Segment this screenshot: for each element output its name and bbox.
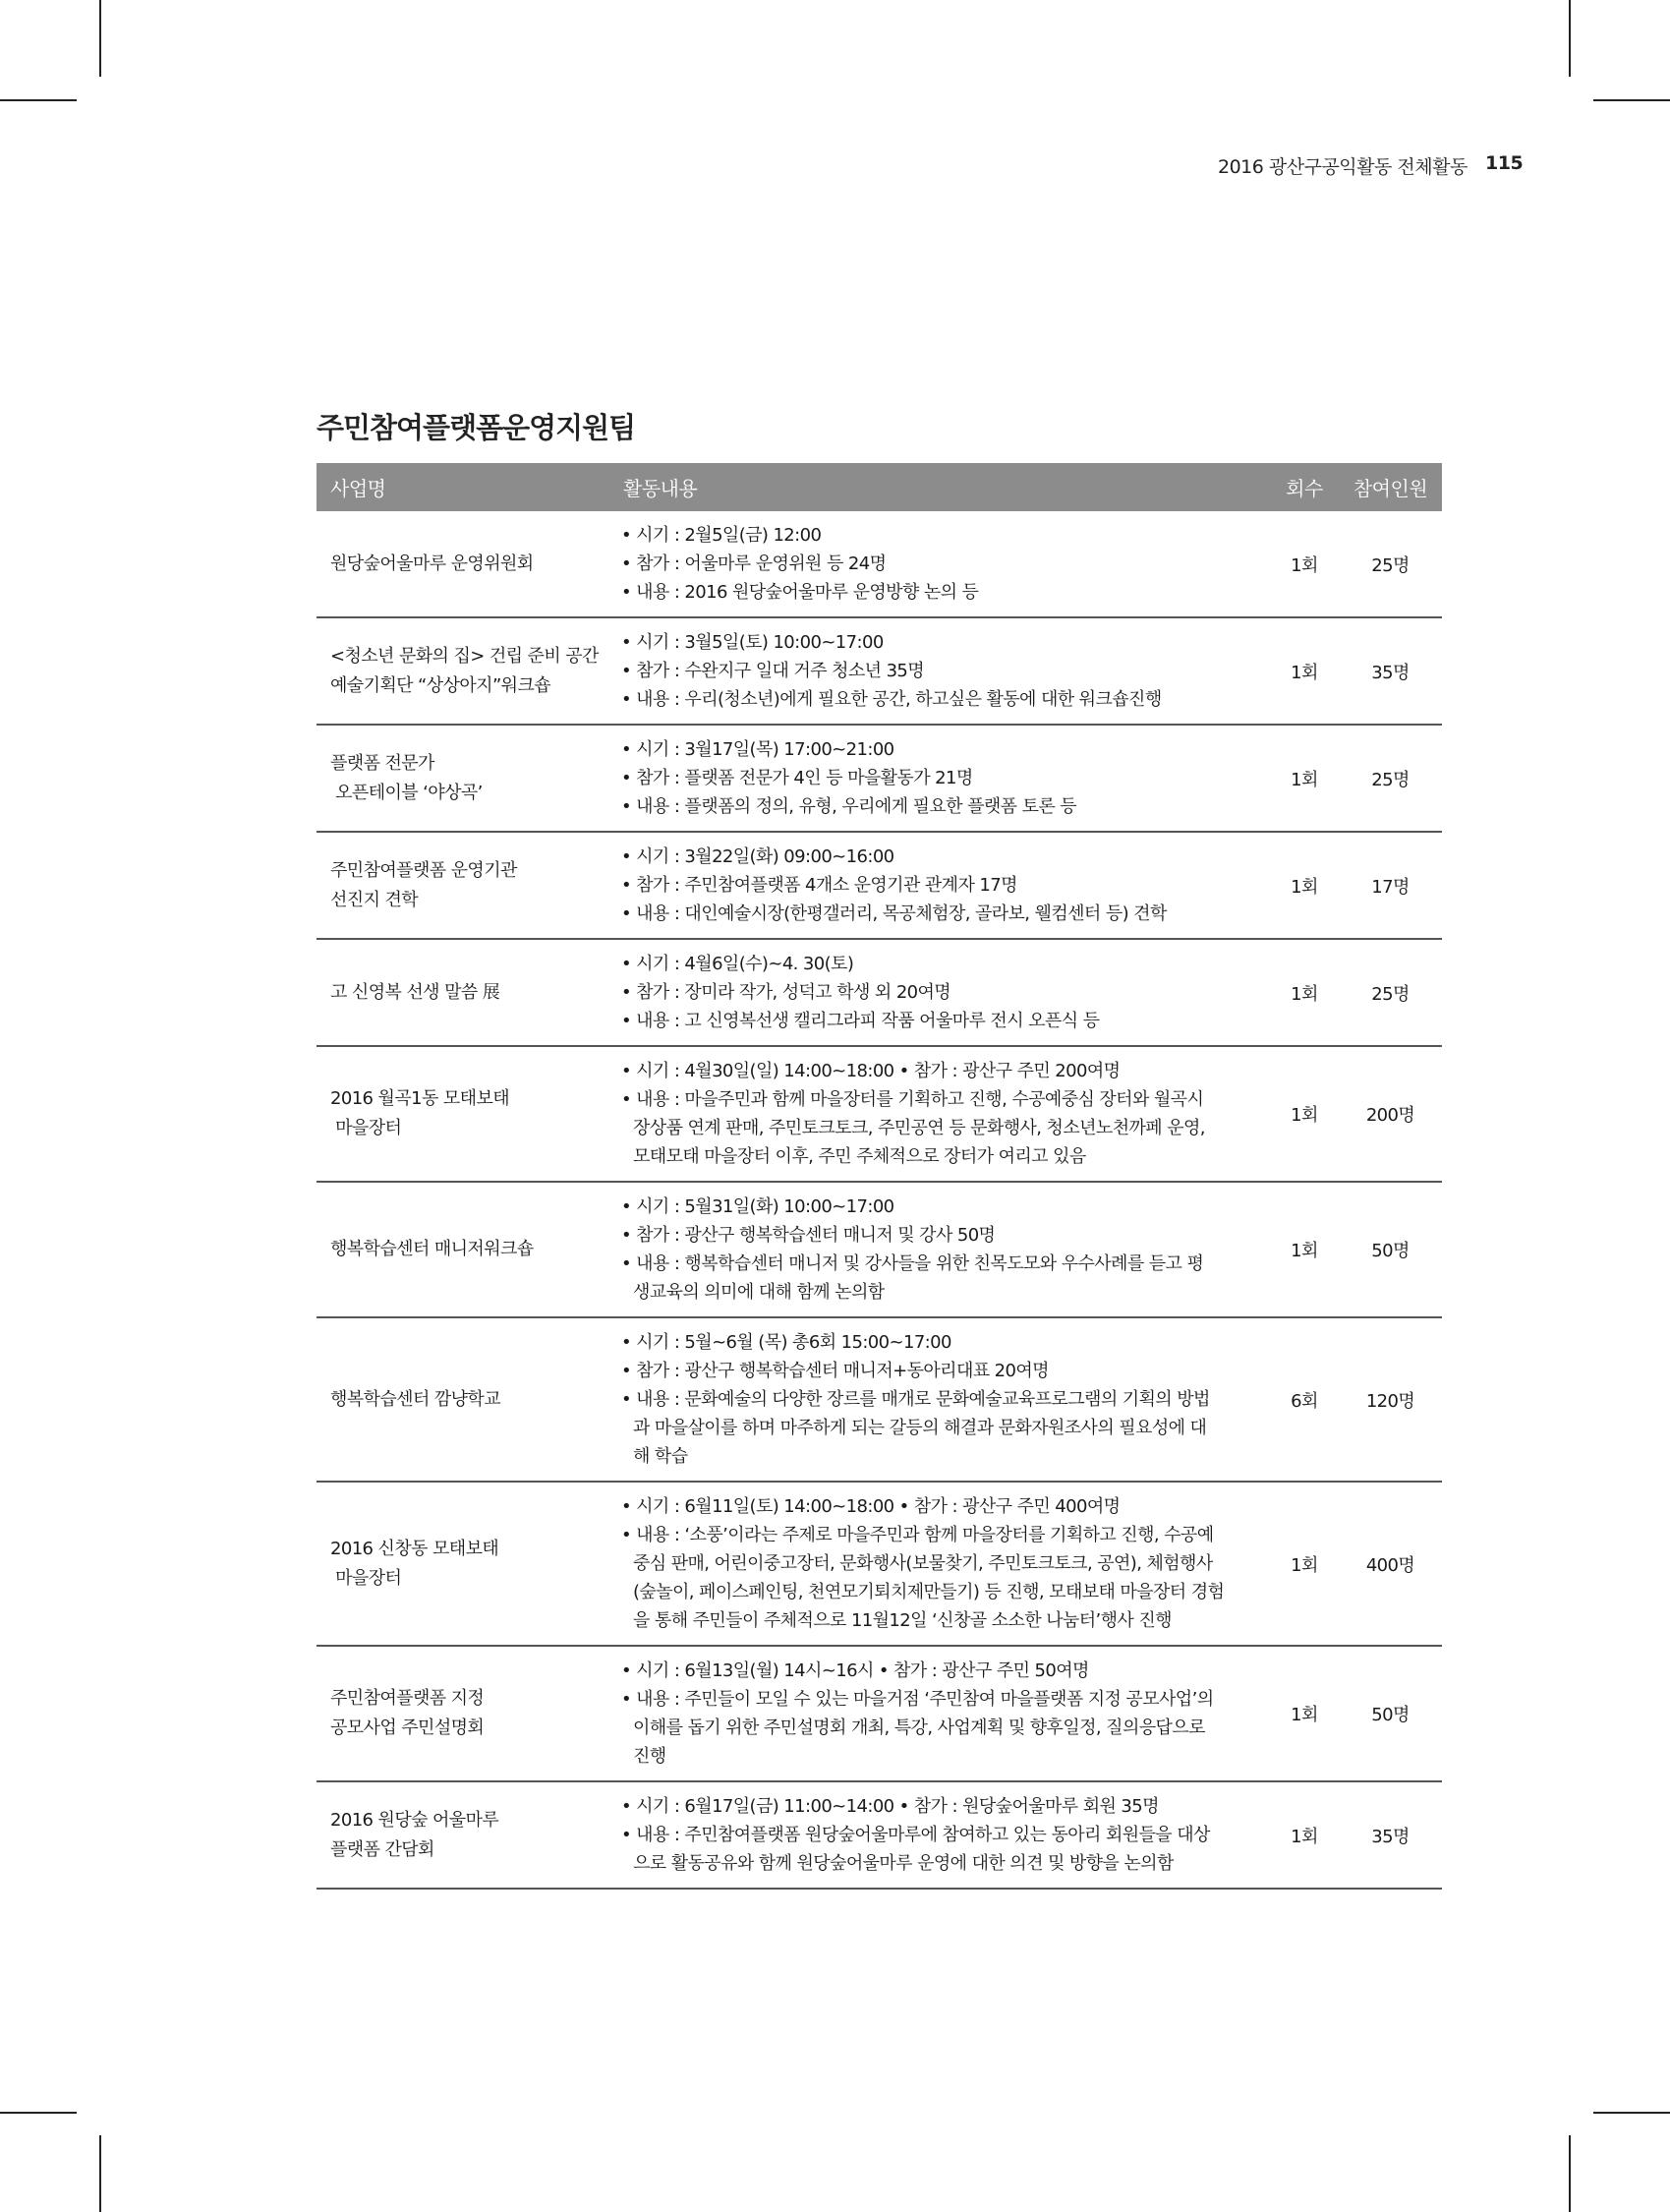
activity-content-cell [621,1482,1270,1646]
participants-cell: 35명 [1339,617,1442,725]
participants-cell: 35명 [1339,1781,1442,1889]
session-count-cell: 1회 [1270,832,1339,939]
participants-cell: 25명 [1339,725,1442,832]
activity-line: • 참가 : 광산구 행복학습센터 매니저 및 강사 50명 [621,1225,996,1246]
session-count-cell: 1회 [1270,1046,1339,1182]
crop-mark [1569,2135,1571,2212]
participants-cell: 17명 [1339,832,1442,939]
column-header: 사업명 [317,463,621,511]
session-count-cell: 1회 [1270,939,1339,1046]
activity-content-cell [621,1317,1270,1482]
table-row [317,1781,1442,1889]
activity-line: • 내용 : 주민참여플랫폼 원당숲어울마루에 참여하고 있는 동아리 회원들을 대상 [621,1825,1210,1845]
table-row [317,1317,1442,1482]
project-name-line: 선진지 견학 [330,889,419,910]
activity-line: • 참가 : 플랫폼 전문가 4인 등 마을활동가 21명 [621,768,973,788]
participants-cell: 120명 [1339,1317,1442,1482]
project-name-line: 2016 신창동 모태보태 [330,1538,499,1559]
project-name-line: 2016 원당숲 어울마루 [330,1809,499,1831]
running-title: 2016 광산구공익활동 전체활동 [1218,156,1468,178]
session-count-cell: 1회 [1270,617,1339,725]
activity-line: • 내용 : 문화예술의 다양한 장르를 매개로 문화예술교육프로그램의 기획의 방법 [621,1389,1210,1410]
activity-line: • 시기 : 6월17일(금) 11:00~14:00 • 참가 : 원당숲어울마루 회원 35명 [621,1796,1159,1817]
section-title: 주민참여플랫폼운영지원팀 [317,411,636,444]
activity-line: • 시기 : 2월5일(금) 12:00 [621,525,822,546]
session-count-cell: 6회 [1270,1317,1339,1482]
session-count-cell: 1회 [1270,1781,1339,1889]
table-row [317,939,1442,1046]
activity-line: • 내용 : 플랫폼의 정의, 유형, 우리에게 필요한 플랫폼 토론 등 [621,796,1077,817]
project-name-line: 플랫폼 전문가 [330,752,434,774]
activity-line: • 내용 : 마을주민과 함께 마을장터를 기획하고 진행, 수공예중심 장터와 월곡시 [621,1089,1204,1110]
table-row [317,1646,1442,1781]
activity-line: • 참가 : 수완지구 일대 거주 청소년 35명 [621,661,925,681]
activity-line: • 내용 : ‘소풍’이라는 주제로 마을주민과 함께 마을장터를 기획하고 진행, 수공예 [621,1525,1214,1545]
activity-content-cell [621,939,1270,1046]
crop-mark [99,2135,101,2212]
project-name-line: 공모사업 주민설명회 [330,1717,485,1738]
activity-line: • 내용 : 행복학습센터 매니저 및 강사들을 위한 친목도모와 우수사례를 듣고 평 [621,1253,1204,1274]
table-row [317,1182,1442,1317]
table-row [317,511,1442,617]
project-name-cell [317,1646,621,1781]
table-body [317,511,1442,1889]
session-count-cell: 1회 [1270,511,1339,617]
participants-cell: 200명 [1339,1046,1442,1182]
activity-line: • 내용 : 2016 원당숲어울마루 운영방향 논의 등 [621,582,979,603]
activity-line: • 내용 : 대인예술시장(한평갤러리, 목공체험장, 골라보, 웰컴센터 등) 견학 [621,903,1167,924]
activity-line: • 시기 : 6월11일(토) 14:00~18:00 • 참가 : 광산구 주민 400여명 [621,1496,1121,1517]
table-row [317,832,1442,939]
activity-line: • 내용 : 고 신영복선생 캘리그라피 작품 어울마루 전시 오픈식 등 [621,1011,1100,1031]
activity-line: • 시기 : 3월17일(목) 17:00~21:00 [621,739,894,760]
project-name-line: <청소년 문화의 집> 건립 준비 공간 [330,645,599,667]
participants-cell: 25명 [1339,511,1442,617]
activity-table [317,463,1442,1890]
project-name-line: 오픈테이블 ‘야상곡’ [330,782,483,803]
project-name-line: 2016 월곡1동 모태보태 [330,1088,510,1109]
project-name-line: 마을장터 [330,1567,402,1589]
activity-line: • 시기 : 3월5일(토) 10:00~17:00 [621,632,884,653]
table-row [317,1482,1442,1646]
activity-line: • 참가 : 장미라 작가, 성덕고 학생 외 20여명 [621,982,951,1003]
activity-line: 생교육의 의미에 대해 함께 논의함 [633,1282,885,1303]
project-name-line: 원당숲어울마루 운영위원회 [330,553,534,574]
activity-line: • 시기 : 6월13일(월) 14시~16시 • 참가 : 광산구 주민 50여명 [621,1660,1089,1681]
activity-content-cell [621,1781,1270,1889]
project-name-cell [317,617,621,725]
project-name-cell [317,511,621,617]
project-name-cell [317,939,621,1046]
project-name-cell [317,1182,621,1317]
project-name-cell [317,1317,621,1482]
crop-mark [1593,99,1670,101]
project-name-line: 행복학습센터 깜냥학교 [330,1388,501,1410]
project-name-line: 주민참여플랫폼 운영기관 [330,859,517,881]
activity-line: 과 마을살이를 하며 마주하게 되는 갈등의 해결과 문화자원조사의 필요성에 대 [633,1418,1207,1438]
column-header: 참여인원 [1339,463,1442,511]
table-row [317,725,1442,832]
activity-line: (숲놀이, 페이스페인팅, 천연모기퇴치제만들기) 등 진행, 모태보태 마을장터 경험 [633,1582,1225,1602]
column-header: 회수 [1270,463,1339,511]
project-name-cell [317,1781,621,1889]
table-row [317,617,1442,725]
activity-line: • 내용 : 우리(청소년)에게 필요한 공간, 하고싶은 활동에 대한 워크숍진행 [621,689,1162,710]
activity-content-cell [621,1182,1270,1317]
participants-cell: 400명 [1339,1482,1442,1646]
crop-mark [1593,2112,1670,2114]
activity-line: • 참가 : 광산구 행복학습센터 매니저+동아리대표 20여명 [621,1361,1049,1381]
session-count-cell: 1회 [1270,1646,1339,1781]
activity-line: 모태모태 마을장터 이후, 주민 주체적으로 장터가 여리고 있음 [633,1146,1086,1167]
project-name-line: 행복학습센터 매니저워크숍 [330,1239,534,1259]
column-header: 활동내용 [621,463,1270,511]
activity-line: • 시기 : 5월31일(화) 10:00~17:00 [621,1196,894,1217]
activity-content-cell [621,1646,1270,1781]
activity-content-cell [621,1046,1270,1182]
session-count-cell: 1회 [1270,1182,1339,1317]
session-count-cell: 1회 [1270,725,1339,832]
activity-line: • 시기 : 4월30일(일) 14:00~18:00 • 참가 : 광산구 주민 200여명 [621,1061,1121,1081]
activity-line: 해 학습 [633,1446,688,1467]
crop-mark [1569,0,1571,77]
project-name-line: 마을장터 [330,1118,402,1138]
crop-mark [99,0,101,77]
session-count-cell: 1회 [1270,1482,1339,1646]
activity-line: • 내용 : 주민들이 모일 수 있는 마을거점 ‘주민참여 마을플랫폼 지정 공모사업’의 [621,1689,1214,1710]
table-header-row [317,463,1442,511]
activity-content-cell [621,511,1270,617]
activity-content-cell [621,725,1270,832]
table-row [317,1046,1442,1182]
project-name-cell [317,1482,621,1646]
project-name-cell [317,832,621,939]
activity-line: • 시기 : 3월22일(화) 09:00~16:00 [621,846,894,867]
activity-line: 장상품 연계 판매, 주민토크토크, 주민공연 등 문화행사, 청소년노천까페 운영, [633,1118,1205,1138]
activity-line: • 시기 : 5월~6월 (목) 총6회 15:00~17:00 [621,1332,951,1353]
activity-line: 진행 [633,1746,666,1767]
activity-line: 을 통해 주민들이 주체적으로 11월12일 ‘신창골 소소한 나눔터’행사 진행 [633,1610,1172,1631]
activity-line: 중심 판매, 어린이중고장터, 문화행사(보물찾기, 주민토크토크, 공연), 체험행사 [633,1553,1213,1574]
activity-line: • 시기 : 4월6일(수)~4. 30(토) [621,954,854,974]
crop-mark [0,99,77,101]
project-name-cell [317,725,621,832]
project-name-line: 플랫폼 간담회 [330,1838,434,1860]
project-name-cell [317,1046,621,1182]
activity-line: • 참가 : 어울마루 운영위원 등 24명 [621,553,887,574]
project-name-line: 예술기획단 “상상아지”워크숍 [330,674,551,696]
participants-cell: 50명 [1339,1182,1442,1317]
crop-mark [0,2112,77,2114]
activity-content-cell [621,617,1270,725]
activity-line: 이해를 돕기 위한 주민설명회 개최, 특강, 사업계획 및 향후일정, 질의응답으로 [633,1717,1205,1738]
participants-cell: 25명 [1339,939,1442,1046]
project-name-line: 고 신영복 선생 말씀 展 [330,981,500,1003]
running-header [1218,152,1532,179]
activity-content-cell [621,832,1270,939]
project-name-line: 주민참여플랫폼 지정 [330,1688,485,1709]
activity-line: • 참가 : 주민참여플랫폼 4개소 운영기관 관계자 17명 [621,875,1017,896]
page-number: 115 [1485,152,1524,174]
participants-cell: 50명 [1339,1646,1442,1781]
activity-line: 으로 활동공유와 함께 원당숲어울마루 운영에 대한 의견 및 방향을 논의함 [633,1853,1174,1874]
